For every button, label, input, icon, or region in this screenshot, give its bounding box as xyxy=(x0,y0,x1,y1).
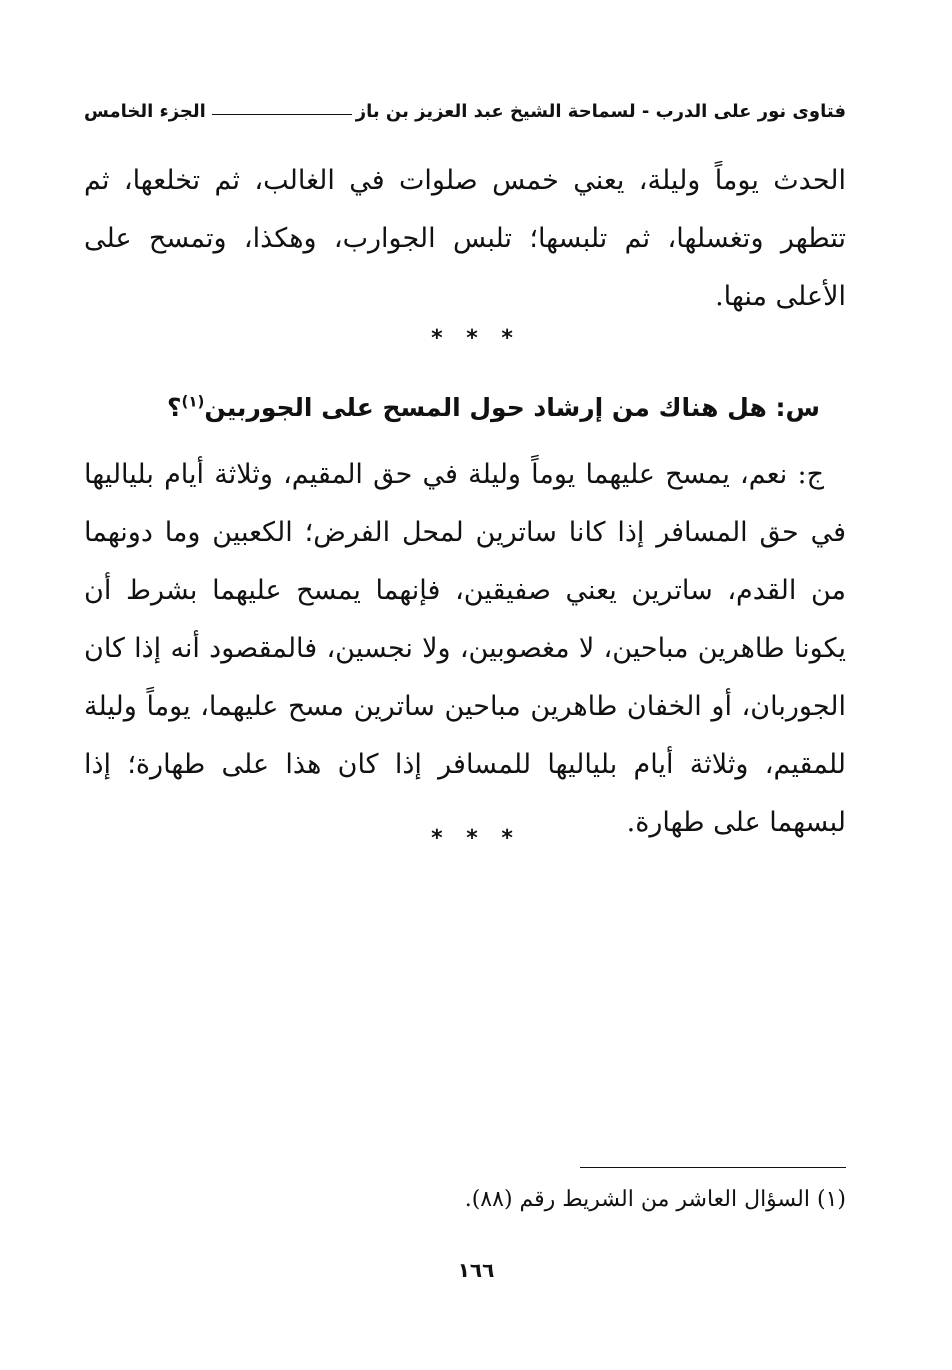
footnote: (١) السؤال العاشر من الشريط رقم (٨٨). xyxy=(464,1187,846,1212)
running-header xyxy=(84,94,846,128)
question-heading xyxy=(84,380,820,436)
footnote-reference: (١) xyxy=(181,392,205,411)
section-separator: * * * xyxy=(431,326,521,351)
question-text: هل هناك من إرشاد حول المسح على الجوربين xyxy=(204,393,767,422)
book-title: فتاوى نور على الدرب - لسماحة الشيخ عبد العزيز بن باز xyxy=(355,100,846,122)
page-number: ١٦٦ xyxy=(457,1258,495,1282)
answer-text: ج: نعم، يمسح عليهما يوماً وليلة في حق المقيم، وثلاثة أيام بلياليها في حق المسافر إذا كانا ساترين لمحل الفرض؛ الكعبين وما دونهما من القدم، ساترين يعني صفيقين، فإنهما يمسح عليهما بشرط أن يكونا طاهرين مباحين، لا مغصوبين، ولا نجسين، فالمقصود أنه إذا كان الجوربان، أو الخفان طاهرين مباحين ساترين مسح عليهما، يوماً وليلة للمقيم، وثلاثة أيام بلياليها للمسافر إذا كان هذا على طهارة؛ إذا لبسهما على طهارة. xyxy=(84,459,846,838)
question-mark: ؟ xyxy=(166,393,182,422)
header-rule xyxy=(212,114,352,115)
volume-group xyxy=(84,101,352,122)
footnote-rule xyxy=(580,1167,846,1168)
volume-label: الجزء الخامس xyxy=(84,100,206,122)
question-prefix: س: xyxy=(775,393,820,422)
paragraph-continuation: الحدث يوماً وليلة، يعني خمس صلوات في الغالب، ثم تخلعها، ثم تتطهر وتغسلها، ثم تلبسها؛ تلبس الجوارب، وهكذا، وتمسح على الأعلى منها. xyxy=(84,165,846,312)
answer-paragraph xyxy=(84,446,846,852)
section-separator-end: * * * xyxy=(431,826,521,851)
